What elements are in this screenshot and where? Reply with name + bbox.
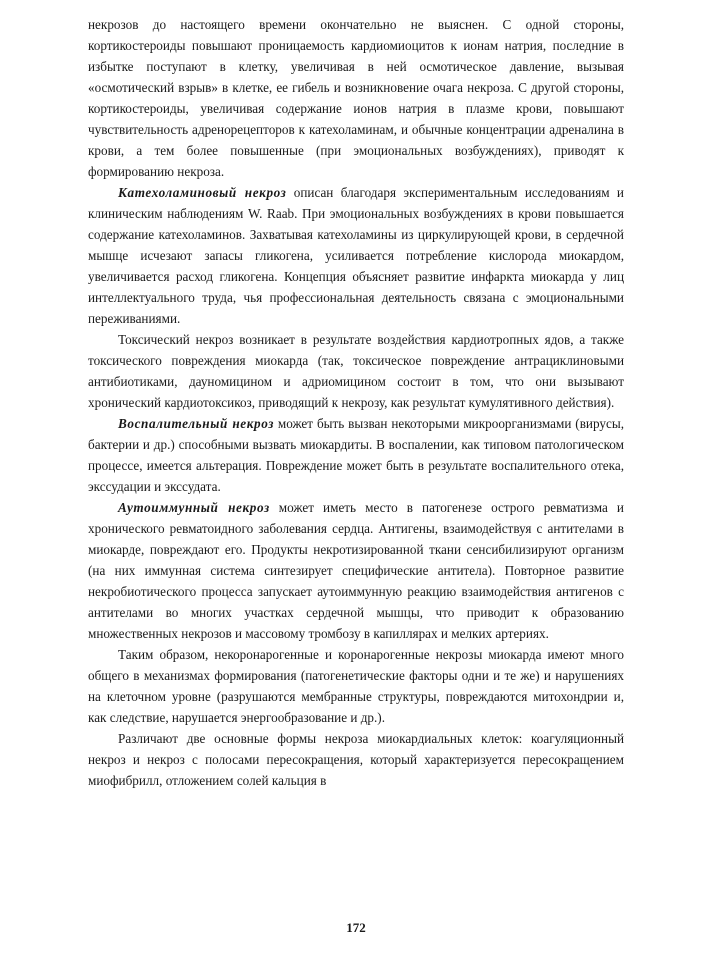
paragraph-7: Различают две основные формы некроза миокардиальных клеток: коагуляционный некроз и некроз с полосами пересокращения, который характеризуется пересокращением миофибрилл, отложением солей кальция в [88, 731, 624, 788]
paragraph-5 [88, 497, 624, 644]
term-catecholamine-necrosis: Катехоламиновый некроз [118, 185, 287, 200]
term-inflammatory-necrosis: Воспалительный некроз [118, 416, 274, 431]
paragraph-4-text: может быть вызван некоторыми микроорганизмами (вирусы, бактерии и др.) способными вызвать миокардиты. В воспалении, как типовом патологическом процессе, имеется альтерация. Повреждение может быть в результате воспалительного отека, экссудации и экссудата. [88, 416, 625, 494]
paragraph-1: некрозов до настоящего времени окончательно не выяснен. С одной стороны, кортикостероиды повышают проницаемость кардиомиоцитов к ионам натрия, последние в избытке поступают в клетку, увеличивая в ней осмотическое давление, вызывая «осмотический взрыв» в клетке, ее гибель и возникновение очага некроза. С другой стороны, кортикостероиды, увеличивая содержание ионов натрия в плазме крови, повышают чувствительность адренорецепторов к катехоламинам, и обычные концентрации адреналина в крови, а тем более повышенные (при эмоциональных возбуждениях), приводят к формированию некроза. [88, 17, 624, 179]
paragraph-3: Токсический некроз возникает в результате воздействия кардиотропных ядов, а также токсического повреждения миокарда (так, токсическое повреждение антрациклиновыми антибиотиками, дауномицином и адриомицином состоит в том, что они вызывают хронический кардиотоксикоз, приводящий к некрозу, как результат кумулятивного действия). [88, 332, 624, 410]
paragraph-5-text: может иметь место в патогенезе острого ревматизма и хронического ревматоидного заболевания сердца. Антигены, взаимодействуя с антителами в миокарде, повреждают его. Продукты некротизированной ткани сенсибилизируют организм (на них иммунная система синтезирует специфические антитела). Повторное развитие некробиотического процесса запускает аутоиммунную реакцию взаимодействия антигенов с антителами во многих участках сердечной мышцы, что приводит к образованию множественных некрозов и массовому тромбозу в капиллярах и мелких артериях. [88, 500, 624, 641]
term-autoimmune-necrosis: Аутоиммунный некроз [118, 500, 270, 515]
paragraph-2-text: описан благодаря экспериментальным исследованиям и клиническим наблюдениям W. Raab. При эмоциональных возбуждениях в крови повышается содержание катехоламинов. Захватывая катехоламины из циркулирующей крови, в сердечной мышце исчезают запасы гликогена, усиливается потребление кислорода миокардом, увеличивается расход гликогена. Концепция объясняет развитие инфаркта миокарда у лиц интеллектуального труда, чья профессиональная деятельность связана с эмоциональными переживаниями. [88, 185, 624, 326]
body-text [88, 14, 624, 791]
paragraph-4 [88, 413, 624, 497]
page-number: 172 [346, 920, 366, 935]
paragraph-6: Таким образом, некоронарогенные и коронарогенные некрозы миокарда имеют много общего в механизмах формирования (патогенетические факторы одни и те же) и нарушениях на клеточном уровне (разрушаются мембранные структуры, повреждаются митохондрии и, как следствие, нарушается энергообразование и др.). [88, 647, 624, 725]
paragraph-2 [88, 182, 624, 329]
